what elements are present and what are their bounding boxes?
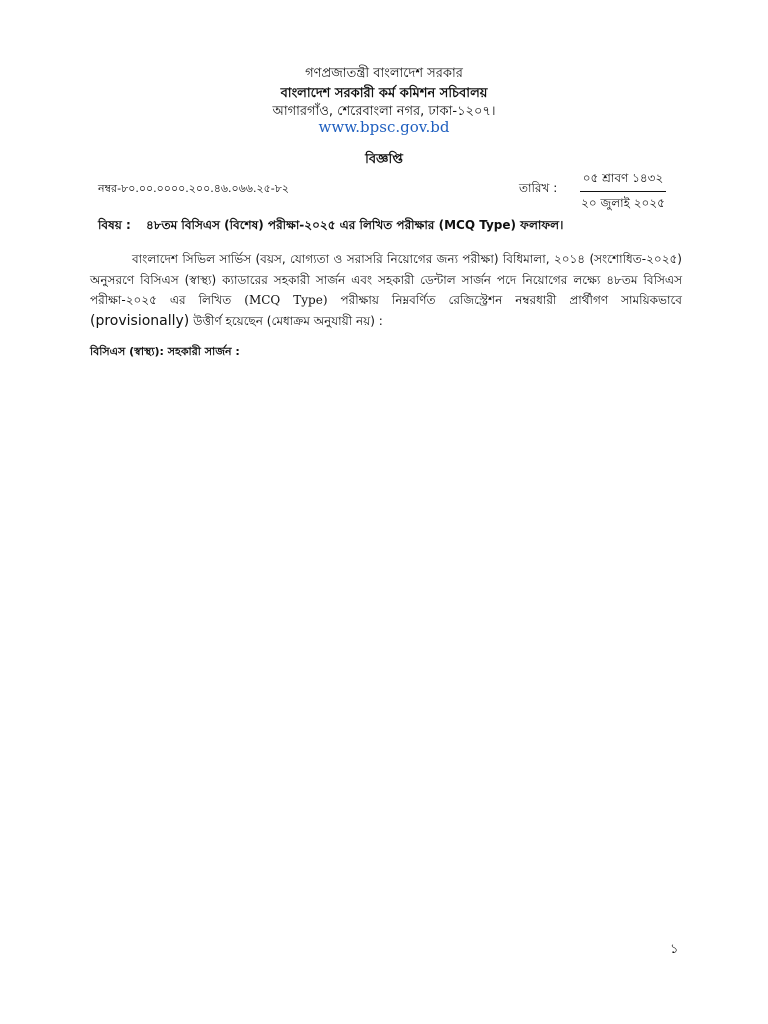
- body-provisionally: (provisionally): [90, 312, 190, 329]
- date-block: [580, 170, 666, 215]
- subject-line: [98, 217, 563, 237]
- date-label: তারিখ :: [519, 181, 558, 195]
- organization-address: আগারগাঁও, শেরেবাংলা নগর, ঢাকা-১২০৭।: [272, 104, 496, 119]
- memo-number: নম্বর-৮০.০০.০০০০.২০০.৪৬.০৬৬.২৫-৮২: [98, 182, 290, 195]
- website-link[interactable]: www.bpsc.gov.bd: [318, 118, 450, 136]
- subject-text: ৪৮তম বিসিএস (বিশেষ) পরীক্ষা-২০২৫ এর লিখিত পরীক্ষার (MCQ Type) ফলাফল।: [146, 218, 564, 232]
- body-text-part2: পরীক্ষায় নিম্নবর্ণিত রেজিস্ট্রেশন নম্বরধারী প্রার্থীগণ সাময়িকভাবে: [327, 293, 682, 307]
- body-text-part3: উত্তীর্ণ হয়েছেন (মেধাক্রম অনুযায়ী নয়) :: [189, 313, 383, 328]
- body-paragraph: [90, 249, 682, 331]
- subject-label: বিষয় :: [98, 218, 131, 232]
- body-mcq-type: (MCQ Type): [244, 293, 328, 307]
- organization-name: বাংলাদেশ সরকারী কর্ম কমিশন সচিবালয়: [280, 86, 488, 101]
- date-bangla: ০৫ শ্রাবণ ১৪৩২: [580, 170, 666, 192]
- body-text-part1: বাংলাদেশ সিভিল সার্ভিস (বয়স, যোগ্যতা ও সরাসরি নিয়োগের জন্য পরীক্ষা) বিধিমালা, ২০১৪ (সংশোধিত-২০২৫) অনুসরণে বিসিএস (স্বাস্থ্য) ক্যাডারের সহকারী সার্জন এবং সহকারী ডেন্টাল সার্জন পদে নিয়োগের লক্ষ্যে ৪৮তম বিসিএস পরীক্ষা-২০২৫ এর লিখিত: [90, 252, 682, 307]
- notice-title: বিজ্ঞপ্তি: [365, 152, 403, 167]
- government-name: গণপ্রজাতন্ত্রী বাংলাদেশ সরকার: [305, 66, 463, 81]
- section-heading: বিসিএস (স্বাস্থ্য): সহকারী সার্জন :: [90, 345, 240, 358]
- page-number: ১: [670, 942, 679, 957]
- date-english: ২০ জুলাই ২০২৫: [581, 196, 665, 210]
